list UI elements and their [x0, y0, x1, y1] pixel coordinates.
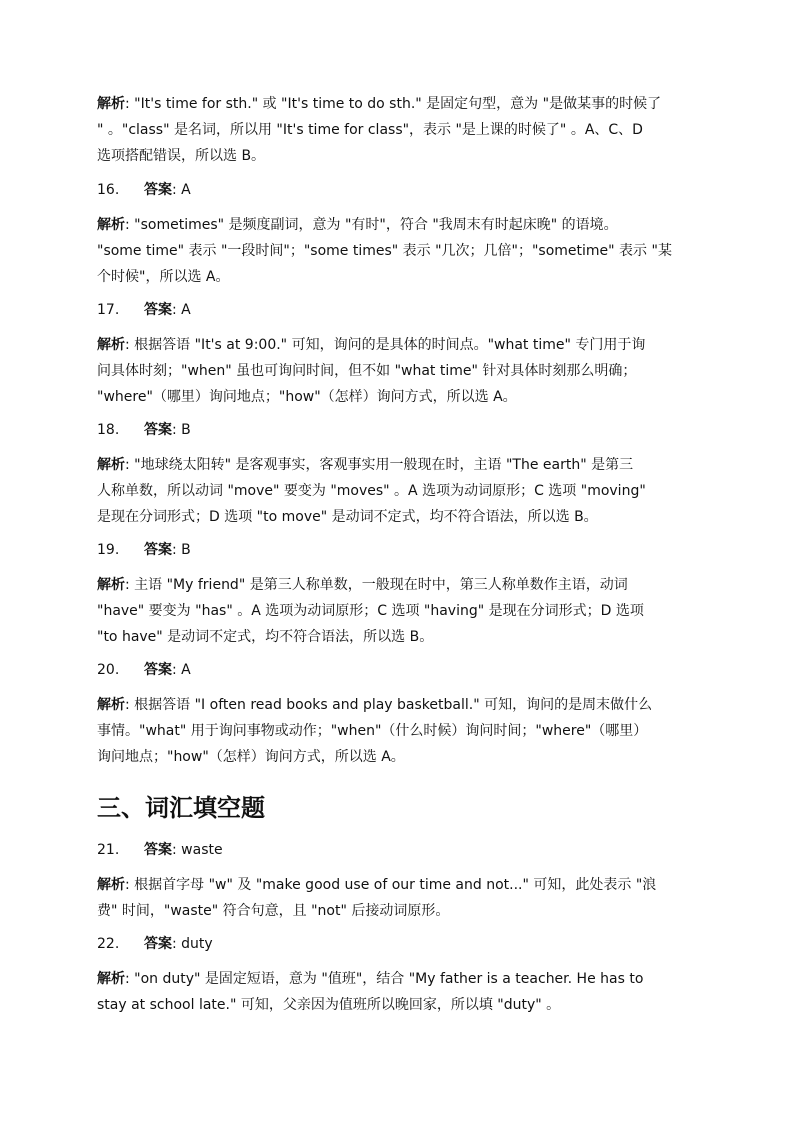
answer-value: B — [181, 542, 191, 558]
answer-value: duty — [181, 936, 213, 952]
analysis-q22 — [97, 966, 697, 1018]
analysis-label: 解析 — [97, 457, 125, 473]
analysis-q18 — [97, 452, 697, 530]
question-number: 18. — [97, 422, 120, 438]
analysis-label: 解析 — [97, 697, 125, 713]
analysis-paragraph: 解析: 根据答语 "It's at 9:00." 可知，询问的是具体的时间点。"what time" 专门用于询 问具体时刻；"when" 虽也可询问时间，但不如 "what time" 针对具体时刻那么明确； "where"（哪里）询问地点；"how"（怎样）询问方式，所以选 A。 — [97, 337, 646, 405]
answer-row-20: 20. 答案: A — [97, 658, 697, 682]
analysis-label: 解析 — [97, 971, 125, 987]
answer-value: A — [181, 182, 191, 198]
answer-row-22: 22. 答案: duty — [97, 932, 697, 956]
answer-value: B — [181, 422, 191, 438]
analysis-paragraph: 解析: "sometimes" 是频度副词，意为 "有时"，符合 "我周末有时起床晚" 的语境。 "some time" 表示 "一段时间"；"some times" 表示 "几次；几倍"；"sometime" 表示 "某 个时候"，所以选 A。 — [97, 217, 672, 285]
answer-row-19: 19. 答案: B — [97, 538, 697, 562]
answer-label: 答案 — [144, 182, 172, 198]
question-number: 19. — [97, 542, 120, 558]
analysis-paragraph: 解析: "on duty" 是固定短语，意为 "值班"，结合 "My father is a teacher. He has to stay at school late." 可知，父亲因为值班所以晚回家，所以填 "duty" 。 — [97, 971, 644, 1013]
analysis-q20 — [97, 692, 697, 770]
analysis-q15 — [97, 91, 697, 169]
analysis-q17 — [97, 332, 697, 410]
answer-label: 答案 — [144, 422, 172, 438]
analysis-q21 — [97, 872, 697, 924]
analysis-label: 解析 — [97, 877, 125, 893]
analysis-label: 解析 — [97, 217, 125, 233]
analysis-paragraph: 解析: 根据首字母 "w" 及 "make good use of our time and not..." 可知，此处表示 "浪 费" 时间，"waste" 符合句意，且 "not" 后接动词原形。 — [97, 877, 657, 919]
answer-row-17: 17. 答案: A — [97, 298, 697, 322]
answer-label: 答案 — [144, 842, 172, 858]
answer-row-16: 16. 答案: A — [97, 178, 697, 202]
question-number: 17. — [97, 302, 120, 318]
analysis-label: 解析 — [97, 337, 125, 353]
analysis-label: 解析 — [97, 96, 125, 112]
question-number: 21. — [97, 842, 120, 858]
question-number: 16. — [97, 182, 120, 198]
analysis-q16 — [97, 212, 697, 290]
answer-label: 答案 — [144, 936, 172, 952]
answer-label: 答案 — [144, 542, 172, 558]
answer-value: A — [181, 302, 191, 318]
question-number: 20. — [97, 662, 120, 678]
analysis-label: 解析 — [97, 577, 125, 593]
analysis-paragraph: 解析: "地球绕太阳转" 是客观事实，客观事实用一般现在时，主语 "The earth" 是第三 人称单数，所以动词 "move" 要变为 "moves" 。A 选项为动词原形；C 选项 "moving" 是现在分词形式；D 选项 "to move" 是动词不定式，均不符合语法，所以选 B。 — [97, 457, 646, 525]
answer-label: 答案 — [144, 302, 172, 318]
analysis-paragraph: 解析: "It's time for sth." 或 "It's time to do sth." 是固定句型，意为 "是做某事的时候了 " 。"class" 是名词，所以用 "It's time for class"，表示 "是上课的时候了" 。A、C、D 选项搭配错误，所以选 B。 — [97, 96, 662, 164]
analysis-paragraph: 解析: 主语 "My friend" 是第三人称单数，一般现在时中，第三人称单数作主语，动词 "have" 要变为 "has" 。A 选项为动词原形；C 选项 "having" 是现在分词形式；D 选项 "to have" 是动词不定式，均不符合语法，所以选 B。 — [97, 577, 644, 645]
analysis-paragraph: 解析: 根据答语 "I often read books and play basketball." 可知，询问的是周末做什么 事情。"what" 用于询问事物或动作；"when"（什么时候）询问时间；"where"（哪里） 询问地点；"how"（怎样）询问方式，所以选 A。 — [97, 697, 653, 765]
answer-row-18: 18. 答案: B — [97, 418, 697, 442]
answer-row-21: 21. 答案: waste — [97, 838, 697, 862]
question-number: 22. — [97, 936, 120, 952]
answer-label: 答案 — [144, 662, 172, 678]
answer-value: waste — [181, 842, 223, 858]
answer-value: A — [181, 662, 191, 678]
section-heading: 三、词汇填空题 — [97, 794, 265, 822]
analysis-q19 — [97, 572, 697, 650]
